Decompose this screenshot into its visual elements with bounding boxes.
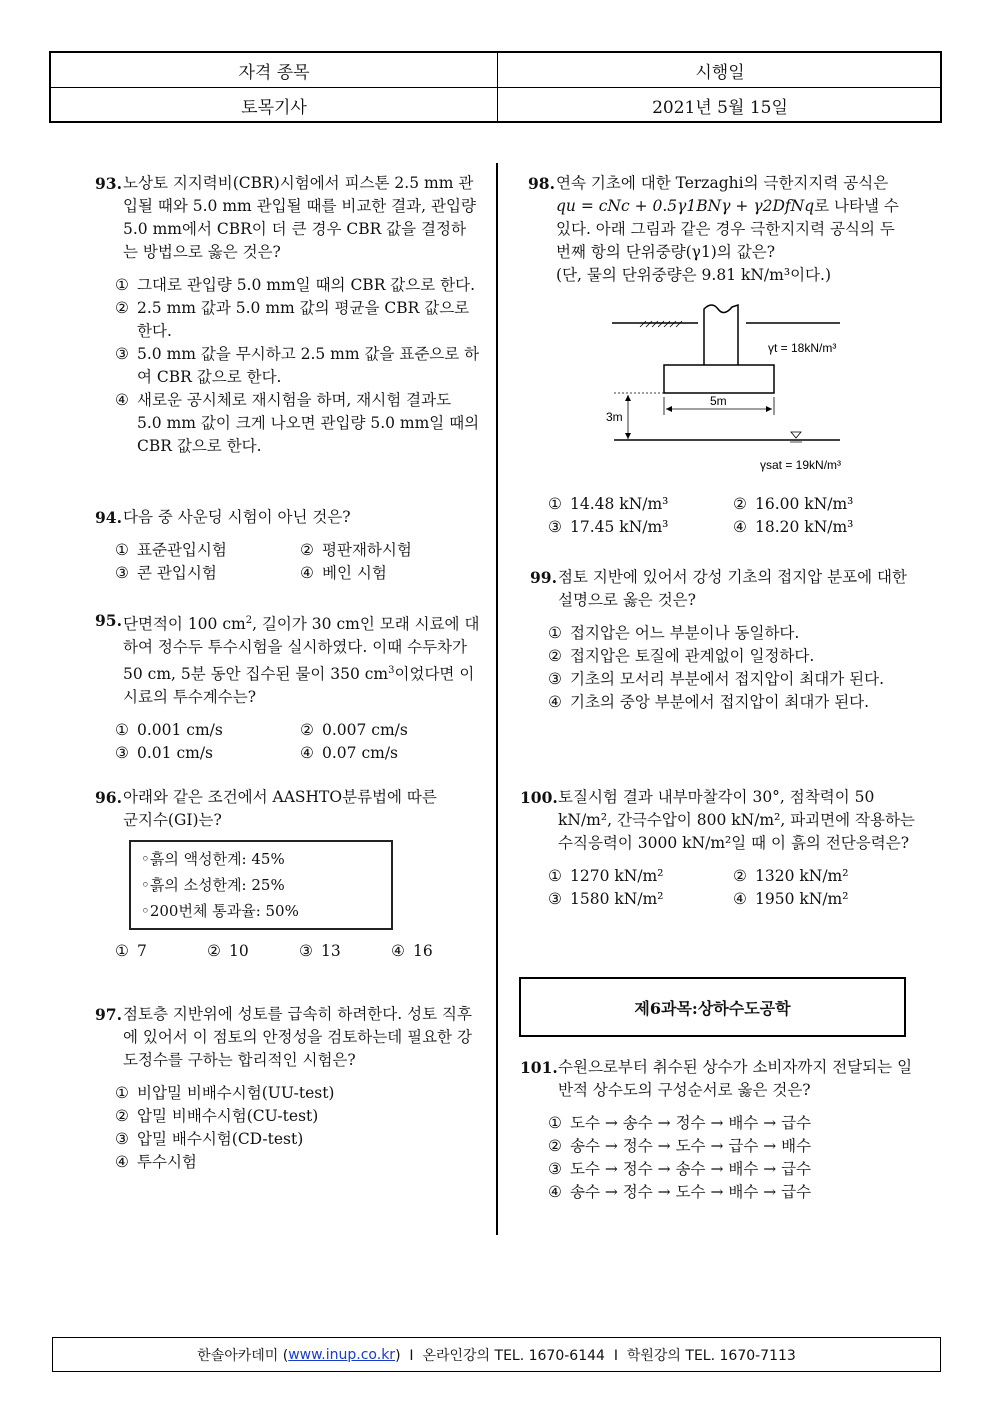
question-number: 100.: [520, 788, 558, 807]
question-number: 96.: [95, 788, 122, 807]
option-1[interactable]: ① 1270 kN/m²: [548, 867, 664, 885]
option-3[interactable]: ③ 1580 kN/m²: [548, 890, 664, 908]
header-col1-label: 자격 종목: [51, 53, 498, 87]
question-101: [520, 1056, 915, 1204]
depth-label: 3m: [606, 410, 623, 424]
option-2[interactable]: ② 1320 kN/m²: [733, 867, 849, 885]
option-2[interactable]: ② 0.007 cm/s: [300, 721, 408, 740]
option-1[interactable]: ① 7: [115, 942, 147, 960]
column-divider: [496, 163, 498, 1235]
option-4[interactable]: ④ 18.20 kN/m³: [733, 518, 854, 536]
option-2[interactable]: ② 2.5 mm 값과 5.0 mm 값의 평균을 CBR 값으로 한다.: [115, 299, 470, 340]
option-2[interactable]: ② 10: [207, 942, 249, 960]
question-number: 97.: [95, 1005, 122, 1024]
option-3[interactable]: ③ 5.0 mm 값을 무시하고 2.5 mm 값을 표준으로 하여 CBR 값으로 한다.: [115, 345, 480, 386]
question-99: [530, 566, 910, 714]
option-2[interactable]: ② 압밀 비배수시험(CU-test): [115, 1107, 319, 1125]
option-1[interactable]: ① 접지압은 어느 부분이나 동일하다.: [548, 624, 800, 642]
option-3[interactable]: ③ 콘 관입시험: [115, 564, 217, 582]
option-4[interactable]: ④ 송수 → 정수 → 도수 → 배수 → 급수: [548, 1183, 812, 1201]
question-note: (단, 물의 단위중량은 9.81 kN/m³이다.): [556, 266, 831, 284]
question-100: [520, 786, 915, 911]
option-3[interactable]: ③ 17.45 kN/m³: [548, 518, 669, 536]
option-4[interactable]: ④ 베인 시험: [300, 564, 387, 582]
question-number: 99.: [530, 568, 557, 587]
header-col2-label: 시행일: [695, 62, 745, 83]
question-stem: 토질시험 결과 내부마찰각이 30°, 점착력이 50 kN/m², 간극수압이 800 kN/m², 파괴면에 작용하는 수직응력이 3000 kN/m²일 때 이 흙의 전단응력은?: [558, 788, 915, 852]
gamma-t-label: γt = 18kN/m³: [768, 341, 837, 355]
question-stem: 단면적이 100 $cm^2$, 길이가 30 cm인 모래 시료에 대하여 정수두 투수시험을 실시하였다. 이때 수두차가 50 cm, 5분 동안 집수된 물이 350 $cm^3$이었다면 이 시료의 투수계수는?: [123, 615, 480, 707]
option-4[interactable]: ④ 16: [391, 942, 433, 960]
option-3[interactable]: ③ 압밀 배수시험(CD-test): [115, 1130, 304, 1148]
question-number: 98.: [528, 174, 555, 193]
question-stem: 수원으로부터 취수된 상수가 소비자까지 전달되는 일반적 상수도의 구성순서로 옳은 것은?: [558, 1058, 913, 1099]
option-4[interactable]: ④ 투수시험: [115, 1153, 197, 1171]
footing-diagram: [600, 297, 870, 487]
option-2[interactable]: ② 평판재하시험: [300, 541, 412, 559]
option-4[interactable]: ④ 새로운 공시체로 재시험을 하며, 재시험 결과도 5.0 mm 값이 크게 나오면 관입량 5.0 mm일 때의 CBR 값으로 한다.: [115, 391, 480, 455]
question-98-options: [528, 493, 913, 539]
header-row-values: [51, 88, 940, 123]
terzaghi-formula: qu = cNc + 0.5γ1BNγ + γ2DfNq: [556, 197, 815, 215]
question-number: 93.: [95, 174, 122, 193]
condition-item: ◦200번체 통과율: 50%: [141, 902, 299, 920]
condition-box: [129, 840, 393, 930]
water-table-icon: [791, 432, 801, 438]
question-96: [95, 786, 480, 963]
question-number: 94.: [95, 508, 122, 527]
footer: [52, 1337, 941, 1372]
option-1[interactable]: ① 0.001 cm/s: [115, 721, 223, 740]
option-1[interactable]: ① 그대로 관입량 5.0 mm일 때의 CBR 값으로 한다.: [115, 276, 476, 294]
option-2[interactable]: ② 16.00 kN/m³: [733, 495, 854, 513]
option-3[interactable]: ③ 도수 → 정수 → 송수 → 배수 → 급수: [548, 1160, 812, 1178]
question-97: [95, 1003, 480, 1174]
option-2[interactable]: ② 접지압은 토질에 관계없이 일정하다.: [548, 647, 815, 665]
question-stem: 노상토 지지력비(CBR)시험에서 피스톤 2.5 mm 관입될 때와 5.0 mm 관입될 때를 비교한 결과, 관입량 5.0 mm에서 CBR이 더 큰 경우 CBR 값을 결정하는 방법으로 옳은 것은?: [123, 174, 476, 261]
option-3[interactable]: ③ 기초의 모서리 부분에서 접지압이 최대가 된다.: [548, 670, 885, 688]
header-table: [49, 51, 942, 123]
option-1[interactable]: ① 비압밀 비배수시험(UU-test): [115, 1084, 335, 1102]
question-number: 95.: [95, 611, 122, 630]
option-2[interactable]: ② 송수 → 정수 → 도수 → 급수 → 배수: [548, 1137, 812, 1155]
question-94: [95, 506, 480, 585]
option-3[interactable]: ③ 13: [299, 942, 341, 960]
question-number: 101.: [520, 1058, 558, 1077]
question-stem: 아래와 같은 조건에서 AASHTO분류법에 따른 군지수(GI)는?: [123, 788, 437, 829]
question-stem: 다음 중 사운딩 시험이 아닌 것은?: [123, 508, 351, 526]
question-stem: 연속 기초에 대한 Terzaghi의 극한지지력 공식은 qu = cNc + 0.5γ1BNγ + γ2DfNq로 나타낼 수 있다. 아래 그림과 같은 경우 극한지지력 공식의 두 번째 항의 단위중량(γ1)의 값은?: [556, 174, 899, 261]
option-3[interactable]: ③ 0.01 cm/s: [115, 744, 213, 763]
subject-heading: 제6과목:상하수도공학: [519, 977, 906, 1037]
footer-url-link[interactable]: www.inup.co.kr: [288, 1346, 396, 1363]
option-4[interactable]: ④ 기초의 중앙 부분에서 접지압이 최대가 된다.: [548, 693, 870, 711]
gamma-sat-label: γsat = 19kN/m³: [760, 458, 842, 472]
question-95: [95, 609, 480, 765]
footer-academy: 한솔아카데미 (: [197, 1347, 289, 1364]
option-4[interactable]: ④ 1950 kN/m²: [733, 890, 849, 908]
width-label: 5m: [710, 394, 727, 408]
condition-item: ◦흙의 소성한계: 25%: [141, 876, 285, 894]
exam-date: 2021년 5월 15일: [652, 98, 788, 118]
exam-subject: 토목기사: [51, 88, 498, 123]
question-98: [528, 172, 913, 287]
question-93: [95, 172, 480, 458]
condition-item: ◦흙의 액성한계: 45%: [141, 850, 285, 868]
header-row-labels: [51, 53, 940, 88]
option-4[interactable]: ④ 0.07 cm/s: [300, 744, 398, 763]
question-stem: 점토층 지반위에 성토를 급속히 하려한다. 성토 직후에 있어서 이 점토의 안정성을 검토하는데 필요한 강도정수를 구하는 합리적인 시험은?: [123, 1005, 472, 1069]
option-1[interactable]: ① 14.48 kN/m³: [548, 495, 669, 513]
option-1[interactable]: ① 도수 → 송수 → 정수 → 배수 → 급수: [548, 1114, 812, 1132]
question-stem: 점토 지반에 있어서 강성 기초의 접지압 분포에 대한 설명으로 옳은 것은?: [558, 568, 907, 609]
option-1[interactable]: ① 표준관입시험: [115, 541, 227, 559]
footer-contact: ) I 온라인강의 TEL. 1670-6144 I 학원강의 TEL. 1670-7113: [395, 1347, 796, 1364]
